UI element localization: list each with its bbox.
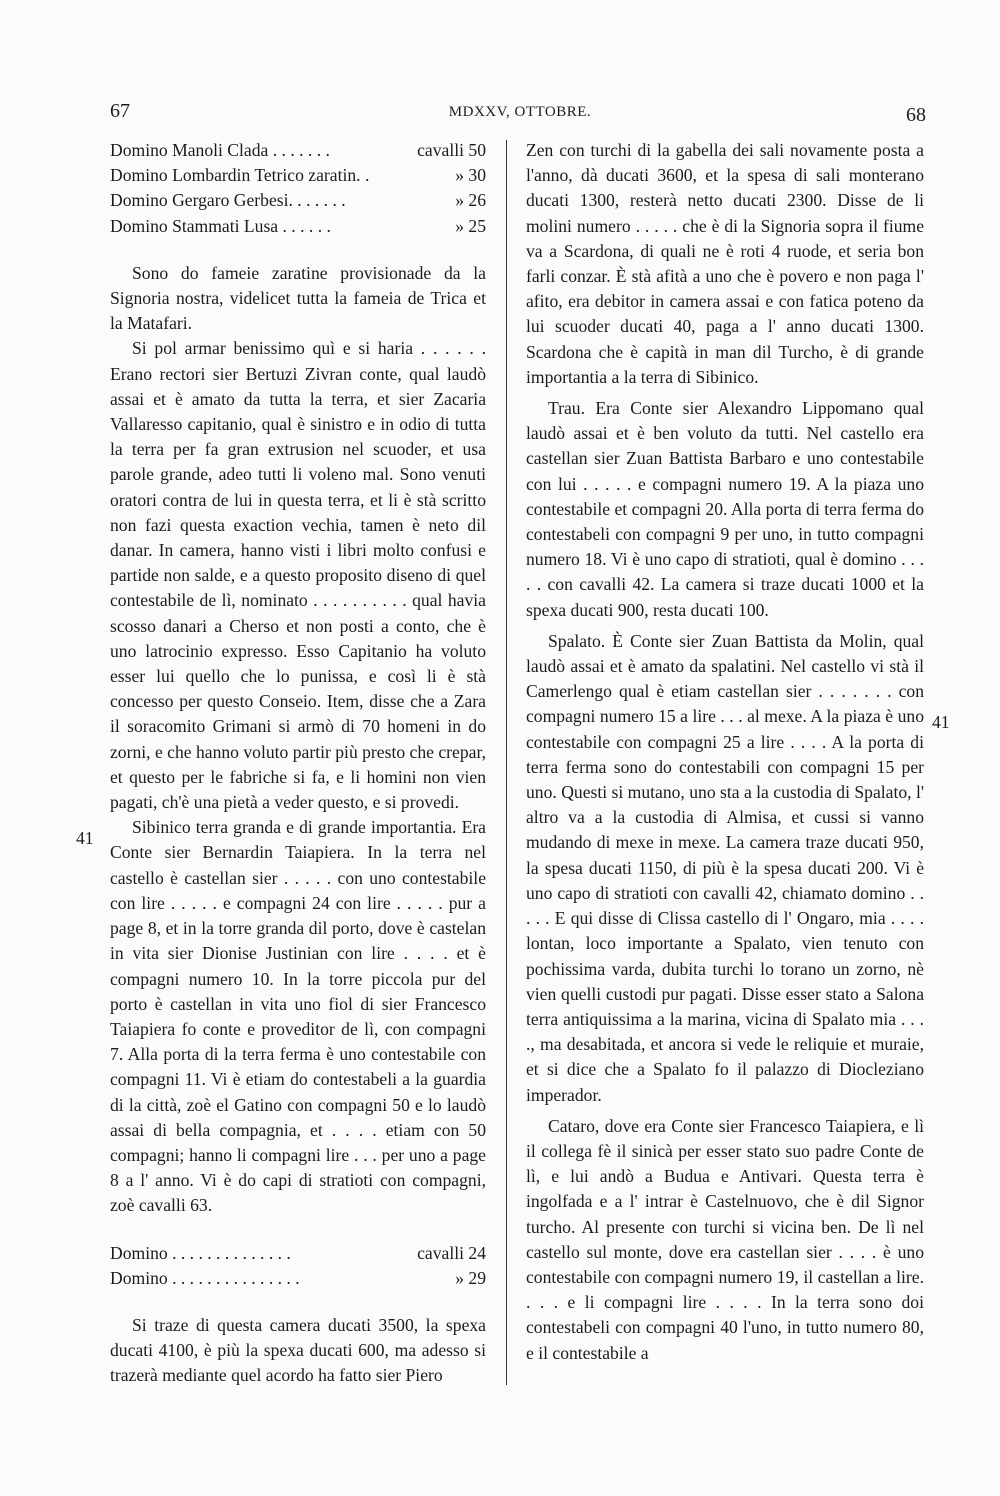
spacer xyxy=(110,1291,486,1313)
roster-name: Domino Gergaro Gerbesi. . . . . . . xyxy=(110,190,346,211)
paragraph: Sibinico terra granda e di grande importantia. Era Conte sier Bernardin Taiapiera. In la terra nel castello è castellan sier . . . . . con uno contestabile con lire . . . . . e compagni 24 con lire . . . . . pur a page 8, et in la torre granda dil porto, dove è castelan in vita sier Dionise Justinian con lire . . . . et è compagni numero 10. In la torre piccola pur del porto è castellan in vita uno fiol di sier Francesco Taiapiera fo conte e proveditor de lì, con compagni 7. Alla porta di la terra ferma è uno contestabile con compagni 11. Vi è etiam do contestabeli a la guardia di la città, zoè el Gatino con compagni 50 e lo laudò assai di bella compagnia, et . . . . etiam con 50 compagni; hanno li compagni lire . . . per uno a page 8 a l' anno. Vi è do capi di stratioti con compagni, zoè cavalli 63. xyxy=(110,817,486,1216)
column-divider xyxy=(506,140,507,1385)
roster-value: » 30 xyxy=(455,165,486,186)
paragraph: Si pol armar benissimo quì e si haria . . . . . . Erano rectori sier Bertuzi Zivran conte, qual laudò assai et è amato da tutta la terra, et sier Zacaria Vallaresso capitanio, qual è sinistro e in odio di tutta la terra per fa gran extrusion nel scuoder, et usa parole grande, adeo tutti li voleno mal. Sono venuti oratori contra de lui in questa terra, et li è stà scritto non fazi questa exaction vechia, tamen è neto dil danar. In camera, hanno visti i libri molto confusi e partide non salde, e a questo proposito diseno di quel contestabile de lì, nominato . . . . . . . . . . qual havia scosso danari a Cherso et non posti a conto, che è uno latrocinio expresso. Esso Capitanio ha voluto esser lui quello che lo punissa, e così li è stà concesso per questo Conseio. Item, disse che a Zara il soracomito Grimani si armò di 70 homeni in do zorni, e che hanno voluto partir più presto che crepar, et questo per le fabriche si fa, e li homini non vien pagati, ch'è una pietà a veder questo, e si provedi. xyxy=(110,338,486,813)
page-number-left: 67 xyxy=(110,100,130,122)
roster-entry xyxy=(110,163,486,188)
paragraph: Cataro, dove era Conte sier Francesco Taiapiera, e lì il collega fè il sinicà per esser stato suo padre Conte de lì, e lui andò a Budua e Antivari. Questa terra è ingolfada e a l' intrar è Castelnuovo, che è dil Signor turcho. Al presente con turchi si vicina ben. De lì nel castello sul monte, dove era castellan sier . . . . è uno contestabile con compagni numero 19, il castellan a lire. . . . e li compagni lire . . . . In la terra sono doi contestabeli con compagni 40 l'uno, in tutto numero 80, e il contestabile a xyxy=(526,1115,924,1363)
roster-entry xyxy=(110,214,486,239)
left-column xyxy=(110,138,486,1389)
roster-entry xyxy=(110,188,486,213)
paragraph: Sono do fameie zaratine provisionade da la Signoria nostra, videlicet tutta la fameia de Trica et la Matafari. xyxy=(110,262,486,334)
roster-name: Domino Lombardin Tetrico zaratin. . xyxy=(110,165,370,186)
spacer xyxy=(110,1219,486,1241)
paragraph: Si traze di questa camera ducati 3500, la spexa ducati 4100, è più la spexa ducati 600, ma adesso si trazerà mediante quel acordo ha fatto sier Piero xyxy=(110,1314,486,1386)
paragraph: Trau. Era Conte sier Alexandro Lippomano qual laudò assai et è ben voluto da tutti. Nel castello era castellan sier Zuan Battista Barbaro e uno contestabile con lui . . . . . e compagni numero 19. A la piaza uno contestabile et compagni 20. Alla porta di terra ferma do contestabeli con compagni 9 per uno, in tutto compagni numero 18. Vi è uno capo di stratioti, qual è domino . . . . . con cavalli 42. La camera si traze ducati 1000 et la spexa ducati 900, resta ducati 100. xyxy=(526,398,924,620)
roster-value: » 26 xyxy=(455,190,486,211)
roster-name: Domino . . . . . . . . . . . . . . . xyxy=(110,1267,300,1288)
margin-number-right: 41 xyxy=(932,712,950,732)
roster-name: Domino Stammati Lusa . . . . . . xyxy=(110,215,331,236)
running-title: MDXXV, OTTOBRE. xyxy=(448,104,592,120)
paragraph: Zen con turchi di la gabella dei sali novamente posta a l'anno, dà ducati 3600, et la spesa di sali monterano ducati 1300, resterà netto ducati 2300. Disse de li molini numero . . . . . che è di la Signoria sopra il fiume va a Scardona, di quali ne è roti 4 ruode, et seria bon farli conzar. È stà afità a uno che è povero e non paga l' afito, era debitor in camera assai e con fatica poteno da lui scuoder ducati 40, paga a l' anno ducati 1300. Scardona che è capità in man dil Turcho, è di grande importantia a la terra di Sibinico. xyxy=(526,140,924,387)
margin-number-left: 41 xyxy=(76,828,94,848)
roster-value: » 25 xyxy=(455,215,486,236)
roster-entry xyxy=(110,1241,486,1266)
page-number-right: 68 xyxy=(906,104,926,126)
roster-value: cavalli 24 xyxy=(417,1242,486,1263)
right-column xyxy=(526,138,924,1366)
roster-entry xyxy=(110,138,486,163)
roster-value: cavalli 50 xyxy=(417,140,486,160)
roster-entry xyxy=(110,1266,486,1291)
roster-name: Domino . . . . . . . . . . . . . . xyxy=(110,1242,291,1263)
roster-value: » 29 xyxy=(455,1267,486,1288)
roster-name: Domino Manoli Clada . . . . . . . xyxy=(110,140,330,160)
spacer xyxy=(110,239,486,261)
paragraph: Spalato. È Conte sier Zuan Battista da Molin, qual laudò assai et è amato da spalatini. Nel castello vi stà il Camerlengo qual è etiam castellan sier . . . . . . . con compagni numero 15 a lire . . . al mexe. A la piaza è uno contestabile con compagni 25 a lire . . . . A la porta di terra ferma sono do contestabili con compagni 15 per uno. Questi si mutano, uno sta a la custodia di Spalato, l' altro va a la custodia di Almisa, et cussi si vanno mudando di mexe in mexe. La camera traze ducati 950, la spesa ducati 1150, di più è la spesa ducati 200. Vi è uno capo di stratioti con cavalli 42, chiamato domino . . . . . E qui disse di Clissa castello di l' Ongaro, mia . . . . lontan, loco importante a Spalato, vien tenuto con pochissima varda, dubita turchi lo torano un zorno, nè vien quelli custodi pur pagati. Disse esser stato a Salona terra antiquissima a la marina, vicina di Spalato mia . . . ., ma desabitada, et ancora si vede le reliquie et muraie, et si dice che a Spalato fo il palazzo di Diocleziano imperador. xyxy=(526,630,924,1105)
page-header xyxy=(110,100,930,130)
